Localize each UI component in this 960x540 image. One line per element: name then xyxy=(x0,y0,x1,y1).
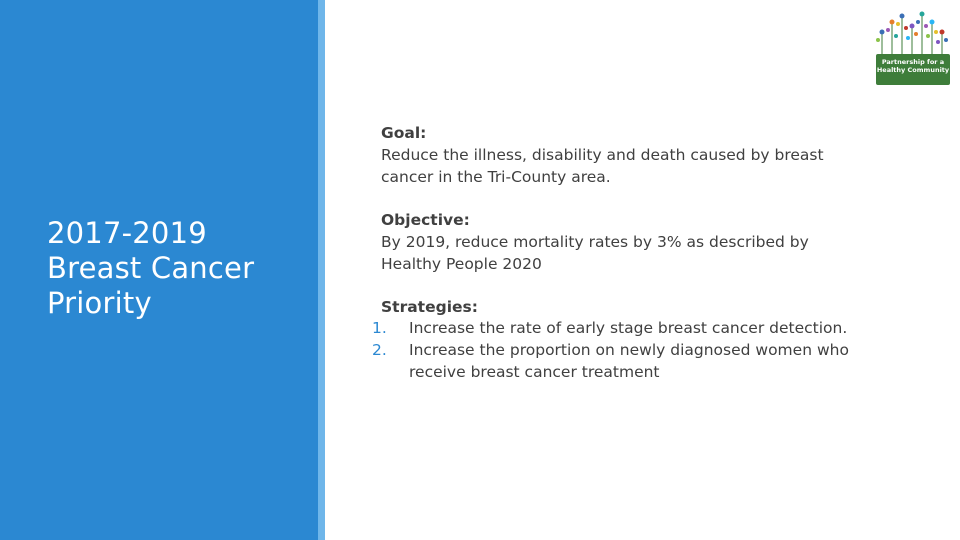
list-item-text: Increase the proportion on newly diagnosed women who xyxy=(409,341,849,359)
goal-heading: Goal: xyxy=(381,124,427,142)
list-item xyxy=(360,339,880,383)
goal-text-line: cancer in the Tri-County area. xyxy=(381,168,611,186)
objective-text-line: By 2019, reduce mortality rates by 3% as described by xyxy=(381,233,809,251)
logo-text-box xyxy=(876,54,950,85)
accent-strip xyxy=(318,0,325,540)
slide-title xyxy=(47,216,307,321)
strategies-section xyxy=(372,296,881,381)
partnership-logo xyxy=(872,10,952,80)
objective-section xyxy=(381,209,881,275)
objective-text-line: Healthy People 2020 xyxy=(381,255,542,273)
strategies-heading: Strategies: xyxy=(381,298,478,316)
tree-graphic-icon xyxy=(872,10,952,56)
strategies-list xyxy=(360,317,880,383)
list-item-text: Increase the rate of early stage breast cancer detection. xyxy=(409,319,848,337)
slide-title-line: Breast Cancer xyxy=(47,251,255,285)
logo-text-line: Partnership for a xyxy=(881,58,945,66)
list-item-text: receive breast cancer treatment xyxy=(409,363,660,381)
slide-title-line: Priority xyxy=(47,286,152,320)
slide-title-line: 2017-2019 xyxy=(47,216,207,250)
list-item-number: 2. xyxy=(372,341,387,359)
logo-text-line: Healthy Community xyxy=(876,66,950,74)
goal-section xyxy=(381,122,881,188)
objective-heading: Objective: xyxy=(381,211,470,229)
list-item-number: 1. xyxy=(372,319,387,337)
goal-text-line: Reduce the illness, disability and death caused by breast xyxy=(381,146,824,164)
list-item xyxy=(360,317,880,339)
